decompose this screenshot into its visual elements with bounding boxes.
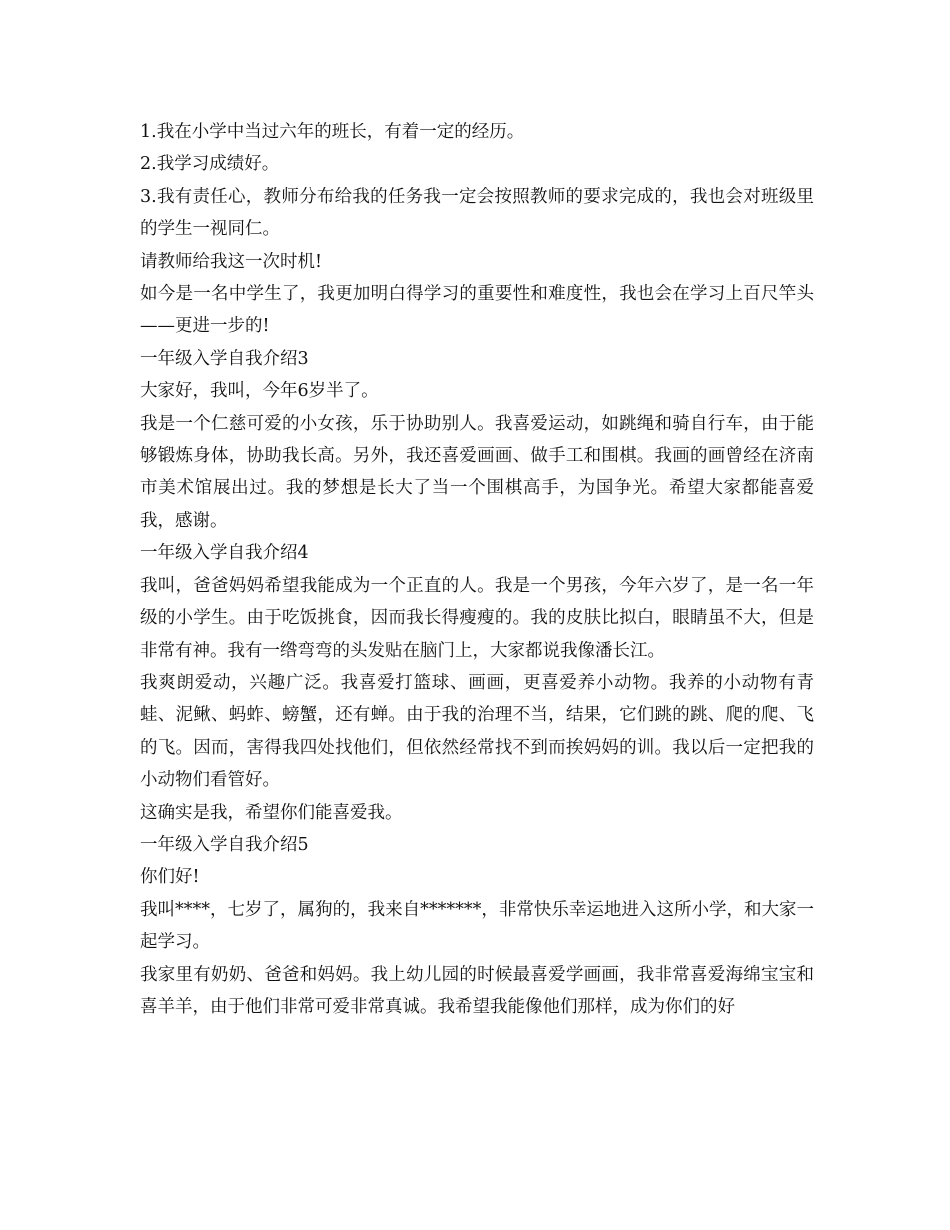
paragraph: 我叫，爸爸妈妈希望我能成为一个正直的人。我是一个男孩，今年六岁了，是一名一年级的小学生。由于吃饭挑食，因而我长得瘦瘦的。我的皮肤比拟白，眼睛虽不大，但是非常有神。我有一绺弯弯的头发贴在脑门上，大家都说我像潘长江。 bbox=[140, 575, 814, 661]
section-heading: 一年级入学自我介绍5 bbox=[140, 834, 309, 855]
section-heading: 一年级入学自我介绍4 bbox=[140, 543, 309, 564]
paragraph: 如今是一名中学生了，我更加明白得学习的重要性和难度性，我也会在学习上百尺竿头——更进一步的! bbox=[140, 284, 814, 337]
document-body bbox=[140, 116, 814, 1023]
paragraph: 我叫****，七岁了，属狗的，我来自*******，非常快乐幸运地进入这所小学，和大家一起学习。 bbox=[140, 899, 814, 953]
paragraph: 大家好，我叫，今年6岁半了。 bbox=[140, 381, 379, 402]
paragraph: 你们好! bbox=[140, 867, 200, 888]
list-item-1: 1.我在小学中当过六年的班长，有着一定的经历。 bbox=[140, 122, 525, 142]
paragraph: 这确实是我，希望你们能喜爱我。 bbox=[140, 802, 403, 823]
paragraph: 我爽朗爱动，兴趣广泛。我喜爱打篮球、画画，更喜爱养小动物。我养的小动物有青蛙、泥鳅、蚂蚱、螃蟹，还有蝉。由于我的治理不当，结果，它们跳的跳、爬的爬、飞的飞。因而，害得我四处找他们，但依然经常找不到而挨妈妈的训。我以后一定把我的小动物们看管好。 bbox=[140, 672, 814, 791]
list-item-2: 2.我学习成绩好。 bbox=[140, 154, 280, 175]
section-heading: 一年级入学自我介绍3 bbox=[140, 348, 309, 369]
list-item-3: 3.我有责任心，教师分布给我的任务我一定会按照教师的要求完成的，我也会对班级里的学生一视同仁。 bbox=[140, 186, 814, 240]
paragraph: 我家里有奶奶、爸爸和妈妈。我上幼儿园的时候最喜爱学画画，我非常喜爱海绵宝宝和喜羊羊，由于他们非常可爱非常真诚。我希望我能像他们那样，成为你们的好 bbox=[140, 964, 814, 1017]
paragraph: 请教师给我这一次时机! bbox=[140, 251, 323, 272]
paragraph: 我是一个仁慈可爱的小女孩，乐于协助别人。我喜爱运动，如跳绳和骑自行车，由于能够锻炼身体，协助我长高。另外，我还喜爱画画、做手工和围棋。我画的画曾经在济南市美术馆展出过。我的梦想是长大了当一个围棋高手，为国争光。希望大家都能喜爱我，感谢。 bbox=[140, 413, 814, 531]
